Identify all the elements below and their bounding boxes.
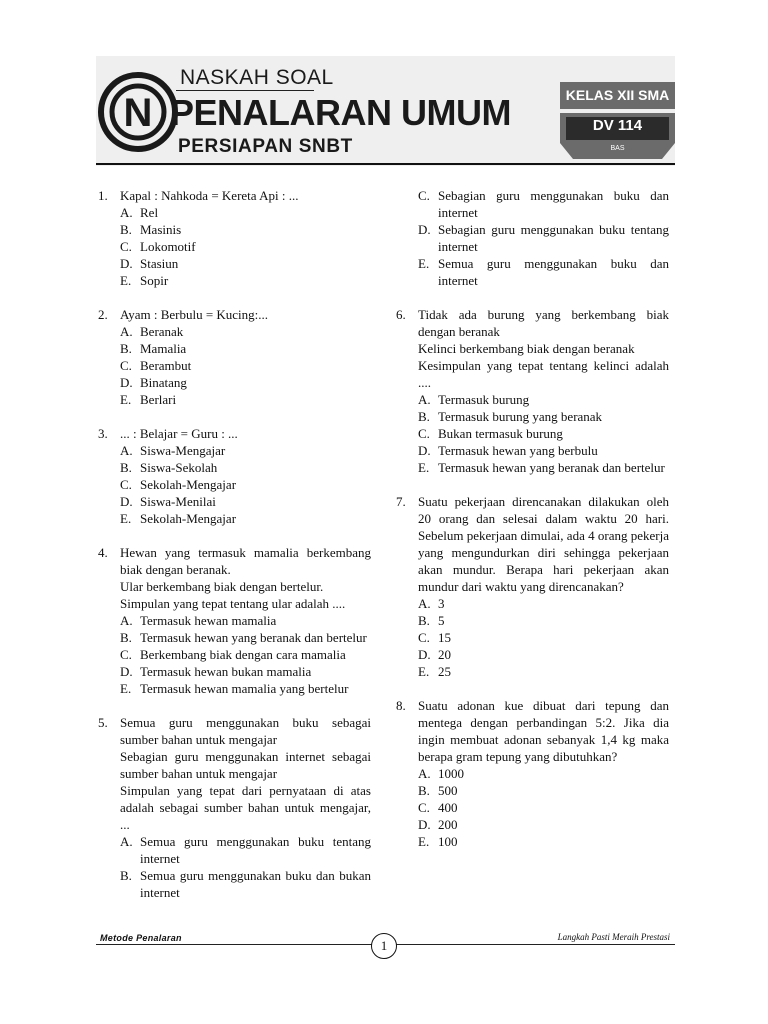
left-column bbox=[98, 187, 371, 918]
answer-option bbox=[120, 357, 371, 374]
question-number: 3. bbox=[98, 426, 108, 441]
option-letter: A. bbox=[120, 443, 133, 458]
answer-option bbox=[418, 799, 669, 816]
option-text: 3 bbox=[438, 596, 445, 611]
answer-option bbox=[418, 663, 669, 680]
option-letter: B. bbox=[120, 460, 132, 475]
question-stem: Kapal : Nahkoda = Kereta Api : ... bbox=[120, 188, 299, 203]
option-letter: A. bbox=[418, 766, 431, 781]
answer-option bbox=[418, 833, 669, 850]
option-text: Termasuk hewan yang beranak dan bertelur bbox=[438, 460, 665, 475]
answer-option bbox=[120, 510, 371, 527]
option-letter: A. bbox=[418, 596, 431, 611]
option-text: Sekolah-Mengajar bbox=[140, 511, 237, 526]
option-letter: E. bbox=[120, 511, 132, 526]
option-text: Mamalia bbox=[140, 341, 187, 356]
question-item bbox=[396, 697, 669, 850]
answer-option bbox=[120, 459, 371, 476]
option-letter: A. bbox=[120, 324, 133, 339]
answer-option bbox=[120, 340, 371, 357]
option-letter: A. bbox=[120, 205, 133, 220]
option-letter: D. bbox=[120, 494, 133, 509]
option-letter: E. bbox=[418, 460, 430, 475]
option-text: Siswa-Mengajar bbox=[140, 443, 226, 458]
question-item bbox=[98, 544, 371, 697]
answer-option bbox=[418, 612, 669, 629]
question-item bbox=[396, 187, 669, 289]
option-text: Berambut bbox=[140, 358, 192, 373]
question-item bbox=[98, 187, 371, 289]
option-text: 500 bbox=[438, 783, 458, 798]
option-text: Masinis bbox=[140, 222, 182, 237]
answer-option bbox=[418, 187, 669, 221]
footer-right-text: Langkah Pasti Meraih Prestasi bbox=[557, 932, 670, 942]
answer-option bbox=[120, 680, 371, 697]
option-text: 100 bbox=[438, 834, 458, 849]
option-letter: E. bbox=[418, 834, 430, 849]
question-item bbox=[98, 306, 371, 408]
footer-left-text: Metode Penalaran bbox=[100, 933, 182, 943]
option-text: Termasuk hewan yang berbulu bbox=[438, 443, 598, 458]
question-item bbox=[98, 714, 371, 901]
option-text: Termasuk hewan bukan mamalia bbox=[140, 664, 312, 679]
option-letter: B. bbox=[418, 783, 430, 798]
option-text: Lokomotif bbox=[140, 239, 196, 254]
option-letter: B. bbox=[418, 409, 430, 424]
answer-option bbox=[418, 646, 669, 663]
code-badge: DV 114 bbox=[592, 117, 643, 134]
option-text: Sopir bbox=[140, 273, 169, 288]
option-text: Siswa-Menilai bbox=[140, 494, 216, 509]
logo-n-icon bbox=[96, 60, 180, 164]
option-letter: C. bbox=[418, 800, 430, 815]
answer-option bbox=[120, 663, 371, 680]
option-letter: E. bbox=[418, 664, 430, 679]
option-letter: C. bbox=[120, 477, 132, 492]
question-number: 7. bbox=[396, 494, 406, 509]
option-letter: E. bbox=[120, 392, 132, 407]
question-stem: Suatu pekerjaan direncanakan dilakukan oleh 20 orang dan selesai dalam waktu 20 hari. Sebelum pekerjaan dimulai, ada 4 orang pekerja yang mengundurkan diri sehingga pekerjaan akan mundur. Berapa hari pekerjaan akan mundur dari waktu yang direncanakan? bbox=[418, 494, 669, 594]
option-text: 25 bbox=[438, 664, 451, 679]
question-number: 2. bbox=[98, 307, 108, 322]
page-title: PENALARAN UMUM bbox=[170, 92, 511, 133]
option-letter: B. bbox=[120, 630, 132, 645]
option-text: Stasiun bbox=[140, 256, 179, 271]
question-stem: Ular berkembang biak dengan bertelur. bbox=[120, 579, 324, 594]
title-small: NASKAH SOAL bbox=[180, 66, 334, 89]
title-underline bbox=[176, 90, 314, 91]
question-stem: ... : Belajar = Guru : ... bbox=[120, 426, 238, 441]
question-item bbox=[396, 306, 669, 476]
question-stem: Kesimpulan yang tepat tentang kelinci adalah .... bbox=[418, 358, 669, 390]
answer-option bbox=[418, 629, 669, 646]
option-letter: D. bbox=[120, 256, 133, 271]
option-text: Bukan termasuk burung bbox=[438, 426, 563, 441]
option-letter: B. bbox=[120, 341, 132, 356]
question-stem: Simpulan yang tepat dari pernyataan di atas adalah sebagai sumber bahan untuk mengajar, ... bbox=[120, 783, 371, 832]
right-column bbox=[396, 187, 669, 867]
answer-option bbox=[120, 833, 371, 867]
logo-letter: N bbox=[123, 91, 153, 135]
question-stem: Ayam : Berbulu = Kucing:... bbox=[120, 307, 269, 322]
answer-option bbox=[418, 765, 669, 782]
option-text: Semua guru menggunakan buku dan bukan internet bbox=[140, 868, 371, 900]
answer-option bbox=[120, 272, 371, 289]
question-number: 1. bbox=[98, 188, 108, 203]
answer-option bbox=[120, 391, 371, 408]
answer-option bbox=[418, 459, 669, 476]
answer-option bbox=[418, 782, 669, 799]
option-text: Berkembang biak dengan cara mamalia bbox=[140, 647, 346, 662]
option-letter: C. bbox=[418, 188, 430, 203]
option-letter: C. bbox=[120, 647, 132, 662]
question-stem: Semua guru menggunakan buku sebagai sumber bahan untuk mengajar bbox=[120, 715, 371, 747]
option-text: Termasuk hewan mamalia bbox=[140, 613, 277, 628]
answer-option bbox=[120, 323, 371, 340]
option-letter: C. bbox=[418, 630, 430, 645]
answer-option bbox=[120, 255, 371, 272]
option-letter: A. bbox=[120, 613, 133, 628]
answer-option bbox=[418, 595, 669, 612]
question-stem: Simpulan yang tepat tentang ular adalah .... bbox=[120, 596, 346, 611]
answer-option bbox=[120, 493, 371, 510]
option-letter: A. bbox=[120, 834, 133, 849]
question-stem: Hewan yang termasuk mamalia berkembang biak dengan beranak. bbox=[120, 545, 371, 577]
code-sub-label: BAS bbox=[610, 145, 625, 152]
answer-option bbox=[418, 816, 669, 833]
answer-option bbox=[120, 867, 371, 901]
question-stem: Suatu adonan kue dibuat dari tepung dan mentega dengan perbandingan 5:2. Jika dia ingin membuat adonan sebanyak 1,4 kg maka berapa gram tepung yang dibutuhkan? bbox=[418, 698, 669, 764]
answer-option bbox=[418, 391, 669, 408]
option-text: Semua guru menggunakan buku dan internet bbox=[438, 256, 669, 288]
page-subtitle: PERSIAPAN SNBT bbox=[178, 136, 353, 157]
answer-option bbox=[120, 442, 371, 459]
question-number: 6. bbox=[396, 307, 406, 322]
answer-option bbox=[120, 221, 371, 238]
option-text: 5 bbox=[438, 613, 445, 628]
option-letter: A. bbox=[418, 392, 431, 407]
question-stem: Kelinci berkembang biak dengan beranak bbox=[418, 341, 635, 356]
option-text: Berlari bbox=[140, 392, 177, 407]
page-number: 1 bbox=[371, 933, 397, 959]
option-text: Binatang bbox=[140, 375, 187, 390]
option-letter: E. bbox=[120, 273, 132, 288]
option-letter: E. bbox=[418, 256, 430, 271]
answer-option bbox=[418, 255, 669, 289]
option-letter: D. bbox=[418, 443, 431, 458]
option-text: 400 bbox=[438, 800, 458, 815]
question-stem: Sebagian guru menggunakan internet sebagai sumber bahan untuk mengajar bbox=[120, 749, 371, 781]
option-text: Sebagian guru menggunakan buku tentang internet bbox=[438, 222, 669, 254]
answer-option bbox=[120, 646, 371, 663]
answer-option bbox=[120, 612, 371, 629]
question-number: 5. bbox=[98, 715, 108, 730]
option-letter: D. bbox=[418, 817, 431, 832]
option-letter: C. bbox=[120, 358, 132, 373]
answer-option bbox=[418, 221, 669, 255]
option-text: Sekolah-Mengajar bbox=[140, 477, 237, 492]
answer-option bbox=[120, 629, 371, 646]
question-item bbox=[396, 493, 669, 680]
answer-option bbox=[418, 442, 669, 459]
option-text: 200 bbox=[438, 817, 458, 832]
option-letter: E. bbox=[120, 681, 132, 696]
option-text: Rel bbox=[140, 205, 159, 220]
option-letter: D. bbox=[418, 222, 431, 237]
answer-option bbox=[120, 476, 371, 493]
header-divider bbox=[96, 163, 675, 165]
option-text: Semua guru menggunakan buku tentang internet bbox=[140, 834, 371, 866]
option-text: 15 bbox=[438, 630, 451, 645]
option-text: Termasuk hewan mamalia yang bertelur bbox=[140, 681, 349, 696]
option-letter: D. bbox=[120, 664, 133, 679]
option-text: 20 bbox=[438, 647, 451, 662]
question-number: 4. bbox=[98, 545, 108, 560]
class-badge: KELAS XII SMA bbox=[560, 82, 675, 109]
option-letter: B. bbox=[120, 868, 132, 883]
answer-option bbox=[418, 408, 669, 425]
option-text: Termasuk hewan yang beranak dan bertelur bbox=[140, 630, 367, 645]
answer-option bbox=[120, 204, 371, 221]
option-text: Termasuk burung bbox=[438, 392, 530, 407]
option-text: Siswa-Sekolah bbox=[140, 460, 218, 475]
answer-option bbox=[120, 238, 371, 255]
option-text: Termasuk burung yang beranak bbox=[438, 409, 603, 424]
option-text: Sebagian guru menggunakan buku dan internet bbox=[438, 188, 669, 220]
option-letter: D. bbox=[120, 375, 133, 390]
answer-option bbox=[120, 374, 371, 391]
question-stem: Tidak ada burung yang berkembang biak dengan beranak bbox=[418, 307, 669, 339]
option-letter: D. bbox=[418, 647, 431, 662]
option-letter: C. bbox=[418, 426, 430, 441]
option-text: 1000 bbox=[438, 766, 464, 781]
option-letter: B. bbox=[418, 613, 430, 628]
option-letter: B. bbox=[120, 222, 132, 237]
question-item bbox=[98, 425, 371, 527]
answer-option bbox=[418, 425, 669, 442]
option-text: Beranak bbox=[140, 324, 184, 339]
option-letter: C. bbox=[120, 239, 132, 254]
question-number: 8. bbox=[396, 698, 406, 713]
